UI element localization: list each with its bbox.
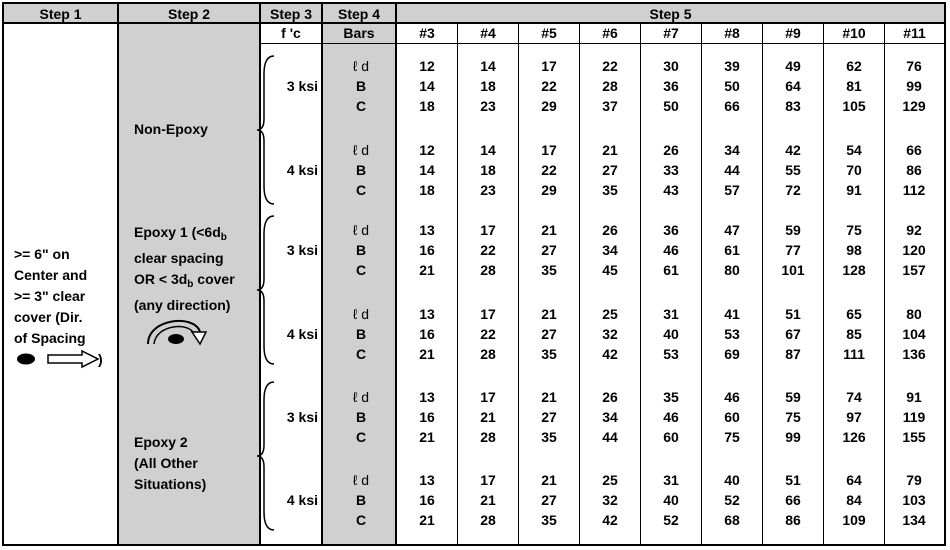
table-cell: 22 bbox=[541, 162, 557, 178]
table-cell: 35 bbox=[541, 262, 557, 278]
table-cell: 72 bbox=[785, 182, 801, 198]
table-cell: 53 bbox=[724, 326, 740, 342]
table-cell: 42 bbox=[785, 142, 801, 158]
table-cell: 17 bbox=[541, 142, 557, 158]
table-cell: 51 bbox=[785, 306, 801, 322]
table-cell: 17 bbox=[480, 306, 496, 322]
table-cell: 35 bbox=[541, 346, 557, 362]
table-cell: 30 bbox=[663, 58, 679, 74]
table-cell: 112 bbox=[902, 182, 926, 198]
epoxy2-label bbox=[134, 432, 206, 495]
table-cell: 26 bbox=[602, 389, 618, 405]
table-cell: 31 bbox=[663, 472, 679, 488]
table-cell: 80 bbox=[724, 262, 740, 278]
table-cell: 66 bbox=[906, 142, 922, 158]
table-cell: 28 bbox=[480, 512, 496, 528]
table-cell: 126 bbox=[842, 429, 866, 445]
divider bbox=[117, 4, 119, 544]
step1-line: Center and bbox=[14, 267, 88, 283]
size-header-8: #8 bbox=[724, 25, 740, 41]
table-cell: 35 bbox=[541, 429, 557, 445]
table-cell: 21 bbox=[480, 409, 496, 425]
table-cell: 42 bbox=[602, 512, 618, 528]
table-cell: 12 bbox=[419, 58, 435, 74]
table-cell: 32 bbox=[602, 326, 618, 342]
table-cell: 14 bbox=[419, 78, 435, 94]
table-cell: 45 bbox=[602, 262, 618, 278]
bar-row-label: ℓ d bbox=[352, 222, 370, 238]
table-cell: 99 bbox=[785, 429, 801, 445]
fc-subheader: f 'c bbox=[281, 25, 301, 41]
table-cell: 21 bbox=[419, 429, 435, 445]
step1-line: >= 3" clear bbox=[14, 288, 86, 304]
table-cell: 134 bbox=[902, 512, 926, 528]
step1-line: of Spacing bbox=[14, 330, 86, 346]
table-cell: 87 bbox=[785, 346, 801, 362]
size-header-5: #5 bbox=[541, 25, 557, 41]
divider bbox=[395, 4, 397, 544]
table-cell: 41 bbox=[724, 306, 740, 322]
table-cell: 76 bbox=[906, 58, 922, 74]
divider bbox=[823, 24, 824, 544]
table-cell: 14 bbox=[480, 142, 496, 158]
table-cell: 98 bbox=[846, 242, 862, 258]
epoxy1-sub: b bbox=[187, 279, 194, 290]
epoxy1-text: clear spacing bbox=[134, 250, 224, 266]
table-cell: 50 bbox=[663, 98, 679, 114]
table-cell: 22 bbox=[541, 78, 557, 94]
bar-row-label: ℓ d bbox=[352, 142, 370, 158]
table-cell: 17 bbox=[541, 58, 557, 74]
table-cell: 34 bbox=[602, 409, 618, 425]
epoxy2-text: (All Other bbox=[134, 455, 198, 471]
table-cell: 27 bbox=[602, 162, 618, 178]
bar-row-label: ℓ d bbox=[352, 58, 370, 74]
development-length-table bbox=[2, 2, 946, 546]
table-cell: 81 bbox=[846, 78, 862, 94]
table-cell: 35 bbox=[663, 389, 679, 405]
table-cell: 34 bbox=[602, 242, 618, 258]
size-header-10: #10 bbox=[842, 25, 866, 41]
table-cell: 79 bbox=[906, 472, 922, 488]
bar-row-label: C bbox=[355, 429, 367, 445]
table-cell: 39 bbox=[724, 58, 740, 74]
table-cell: 12 bbox=[419, 142, 435, 158]
table-cell: 28 bbox=[480, 429, 496, 445]
table-cell: 21 bbox=[480, 492, 496, 508]
table-cell: 111 bbox=[843, 346, 865, 362]
bar-row-label: C bbox=[355, 182, 367, 198]
table-cell: 83 bbox=[785, 98, 801, 114]
table-cell: 120 bbox=[902, 242, 926, 258]
table-cell: 27 bbox=[541, 242, 557, 258]
step1-criteria bbox=[14, 244, 87, 349]
table-cell: 60 bbox=[724, 409, 740, 425]
table-cell: 16 bbox=[419, 326, 435, 342]
epoxy1-text: cover bbox=[193, 271, 235, 287]
table-cell: 109 bbox=[842, 512, 866, 528]
bar-cover-direction-icon bbox=[140, 308, 220, 348]
table-cell: 84 bbox=[846, 492, 862, 508]
table-cell: 57 bbox=[724, 182, 740, 198]
table-cell: 27 bbox=[541, 409, 557, 425]
table-cell: 29 bbox=[541, 98, 557, 114]
step5-header: Step 5 bbox=[397, 4, 944, 24]
table-cell: 27 bbox=[541, 326, 557, 342]
bar-row-label: B bbox=[355, 162, 367, 178]
table-cell: 26 bbox=[663, 142, 679, 158]
table-cell: 104 bbox=[902, 326, 926, 342]
table-cell: 21 bbox=[541, 472, 557, 488]
divider bbox=[762, 24, 763, 544]
step2-header: Step 2 bbox=[119, 4, 259, 24]
table-cell: 85 bbox=[846, 326, 862, 342]
table-cell: 21 bbox=[419, 262, 435, 278]
table-cell: 18 bbox=[419, 182, 435, 198]
table-cell: 155 bbox=[902, 429, 926, 445]
table-cell: 31 bbox=[663, 306, 679, 322]
bar-row-label: B bbox=[355, 242, 367, 258]
table-cell: 59 bbox=[785, 389, 801, 405]
table-cell: 47 bbox=[724, 222, 740, 238]
table-cell: 136 bbox=[902, 346, 926, 362]
table-cell: 17 bbox=[480, 222, 496, 238]
bar-row-label: ℓ d bbox=[352, 389, 370, 405]
bar-row-label: C bbox=[355, 346, 367, 362]
table-cell: 42 bbox=[602, 346, 618, 362]
epoxy1-text: OR < 3d bbox=[134, 271, 188, 287]
divider bbox=[701, 24, 702, 544]
table-cell: 101 bbox=[781, 262, 805, 278]
table-cell: 61 bbox=[724, 242, 740, 258]
table-cell: 40 bbox=[663, 492, 679, 508]
divider bbox=[884, 24, 885, 544]
table-cell: 46 bbox=[663, 409, 679, 425]
size-header-6: #6 bbox=[602, 25, 618, 41]
table-cell: 129 bbox=[902, 98, 926, 114]
table-cell: 36 bbox=[663, 78, 679, 94]
table-cell: 66 bbox=[724, 98, 740, 114]
table-cell: 27 bbox=[541, 492, 557, 508]
step4-header: Step 4 bbox=[323, 4, 395, 24]
table-cell: 43 bbox=[663, 182, 679, 198]
table-cell: 21 bbox=[419, 512, 435, 528]
non-epoxy-label: Non-Epoxy bbox=[134, 121, 208, 137]
table-cell: 62 bbox=[846, 58, 862, 74]
table-cell: 22 bbox=[602, 58, 618, 74]
epoxy1-label bbox=[134, 222, 235, 316]
table-cell: 29 bbox=[541, 182, 557, 198]
table-cell: 74 bbox=[846, 389, 862, 405]
divider bbox=[457, 24, 458, 544]
bar-row-label: ℓ d bbox=[352, 306, 370, 322]
size-header-9: #9 bbox=[785, 25, 801, 41]
table-cell: 86 bbox=[906, 162, 922, 178]
bar-row-label: ℓ d bbox=[352, 472, 370, 488]
table-cell: 65 bbox=[846, 306, 862, 322]
fc-value: 4 ksi bbox=[286, 326, 318, 342]
table-cell: 55 bbox=[785, 162, 801, 178]
table-cell: 36 bbox=[663, 222, 679, 238]
epoxy1-sub: b bbox=[220, 232, 227, 243]
table-cell: 22 bbox=[480, 242, 496, 258]
table-cell: 18 bbox=[480, 78, 496, 94]
table-cell: 128 bbox=[842, 262, 866, 278]
table-cell: 77 bbox=[785, 242, 801, 258]
table-cell: 25 bbox=[602, 472, 618, 488]
divider bbox=[321, 4, 323, 544]
epoxy2-text: Epoxy 2 bbox=[134, 434, 188, 450]
table-cell: 13 bbox=[419, 222, 435, 238]
table-cell: 46 bbox=[724, 389, 740, 405]
size-header-3: #3 bbox=[419, 25, 435, 41]
table-cell: 13 bbox=[419, 389, 435, 405]
svg-text:): ) bbox=[98, 351, 103, 367]
table-cell: 75 bbox=[724, 429, 740, 445]
bar-row-label: B bbox=[355, 409, 367, 425]
table-cell: 14 bbox=[480, 58, 496, 74]
table-cell: 54 bbox=[846, 142, 862, 158]
divider bbox=[518, 24, 519, 544]
table-cell: 105 bbox=[842, 98, 866, 114]
table-cell: 60 bbox=[663, 429, 679, 445]
table-cell: 17 bbox=[480, 472, 496, 488]
table-cell: 37 bbox=[602, 98, 618, 114]
table-cell: 75 bbox=[846, 222, 862, 238]
table-cell: 35 bbox=[602, 182, 618, 198]
table-cell: 14 bbox=[419, 162, 435, 178]
table-cell: 34 bbox=[724, 142, 740, 158]
table-cell: 75 bbox=[785, 409, 801, 425]
table-cell: 157 bbox=[902, 262, 926, 278]
bar-row-label: B bbox=[355, 78, 367, 94]
divider bbox=[640, 24, 641, 544]
table-cell: 16 bbox=[419, 242, 435, 258]
table-cell: 97 bbox=[846, 409, 862, 425]
step1-line: >= 6" on bbox=[14, 246, 70, 262]
table-cell: 21 bbox=[541, 389, 557, 405]
fc-value: 3 ksi bbox=[286, 78, 318, 94]
table-cell: 40 bbox=[663, 326, 679, 342]
table-cell: 28 bbox=[480, 262, 496, 278]
table-cell: 44 bbox=[602, 429, 618, 445]
table-cell: 67 bbox=[785, 326, 801, 342]
table-cell: 40 bbox=[724, 472, 740, 488]
epoxy1-text: (any direction) bbox=[134, 297, 231, 313]
fc-value: 3 ksi bbox=[286, 242, 318, 258]
table-cell: 26 bbox=[602, 222, 618, 238]
table-cell: 53 bbox=[663, 346, 679, 362]
bar-row-label: B bbox=[355, 326, 367, 342]
table-cell: 61 bbox=[663, 262, 679, 278]
table-cell: 86 bbox=[785, 512, 801, 528]
table-cell: 91 bbox=[846, 182, 862, 198]
table-cell: 49 bbox=[785, 58, 801, 74]
table-cell: 25 bbox=[602, 306, 618, 322]
table-cell: 119 bbox=[902, 409, 926, 425]
table-cell: 13 bbox=[419, 472, 435, 488]
table-cell: 52 bbox=[724, 492, 740, 508]
table-cell: 64 bbox=[846, 472, 862, 488]
fc-value: 4 ksi bbox=[286, 162, 318, 178]
table-cell: 103 bbox=[902, 492, 926, 508]
table-cell: 16 bbox=[419, 492, 435, 508]
table-cell: 33 bbox=[663, 162, 679, 178]
table-cell: 23 bbox=[480, 98, 496, 114]
table-cell: 21 bbox=[541, 222, 557, 238]
table-cell: 22 bbox=[480, 326, 496, 342]
table-cell: 21 bbox=[419, 346, 435, 362]
fc-value: 4 ksi bbox=[286, 492, 318, 508]
table-cell: 59 bbox=[785, 222, 801, 238]
grouping-braces bbox=[256, 44, 276, 544]
subheader-rule bbox=[261, 43, 944, 44]
epoxy1-text: Epoxy 1 (<6d bbox=[134, 224, 221, 240]
table-cell: 50 bbox=[724, 78, 740, 94]
table-cell: 52 bbox=[663, 512, 679, 528]
step1-header: Step 1 bbox=[4, 4, 117, 24]
fc-value: 3 ksi bbox=[286, 409, 318, 425]
table-cell: 23 bbox=[480, 182, 496, 198]
table-cell: 32 bbox=[602, 492, 618, 508]
table-cell: 69 bbox=[724, 346, 740, 362]
bar-row-label: C bbox=[355, 262, 367, 278]
table-cell: 13 bbox=[419, 306, 435, 322]
table-cell: 91 bbox=[906, 389, 922, 405]
table-cell: 80 bbox=[906, 306, 922, 322]
table-cell: 64 bbox=[785, 78, 801, 94]
spacing-direction-icon bbox=[16, 349, 106, 371]
table-cell: 46 bbox=[663, 242, 679, 258]
table-cell: 51 bbox=[785, 472, 801, 488]
table-cell: 16 bbox=[419, 409, 435, 425]
table-cell: 70 bbox=[846, 162, 862, 178]
step1-line: cover (Dir. bbox=[14, 309, 83, 325]
table-cell: 99 bbox=[906, 78, 922, 94]
bars-subheader: Bars bbox=[343, 25, 375, 41]
table-cell: 17 bbox=[480, 389, 496, 405]
bar-row-label: C bbox=[355, 98, 367, 114]
table-cell: 28 bbox=[602, 78, 618, 94]
table-cell: 21 bbox=[602, 142, 618, 158]
step3-header: Step 3 bbox=[261, 4, 321, 24]
table-cell: 18 bbox=[419, 98, 435, 114]
table-cell: 18 bbox=[480, 162, 496, 178]
table-cell: 28 bbox=[480, 346, 496, 362]
table-cell: 35 bbox=[541, 512, 557, 528]
table-cell: 44 bbox=[724, 162, 740, 178]
divider bbox=[579, 24, 580, 544]
table-cell: 21 bbox=[541, 306, 557, 322]
epoxy2-text: Situations) bbox=[134, 476, 207, 492]
bar-row-label: C bbox=[355, 512, 367, 528]
size-header-4: #4 bbox=[480, 25, 496, 41]
bar-row-label: B bbox=[355, 492, 367, 508]
table-cell: 66 bbox=[785, 492, 801, 508]
table-cell: 92 bbox=[906, 222, 922, 238]
table-cell: 68 bbox=[724, 512, 740, 528]
size-header-11: #11 bbox=[903, 25, 926, 41]
size-header-7: #7 bbox=[663, 25, 679, 41]
